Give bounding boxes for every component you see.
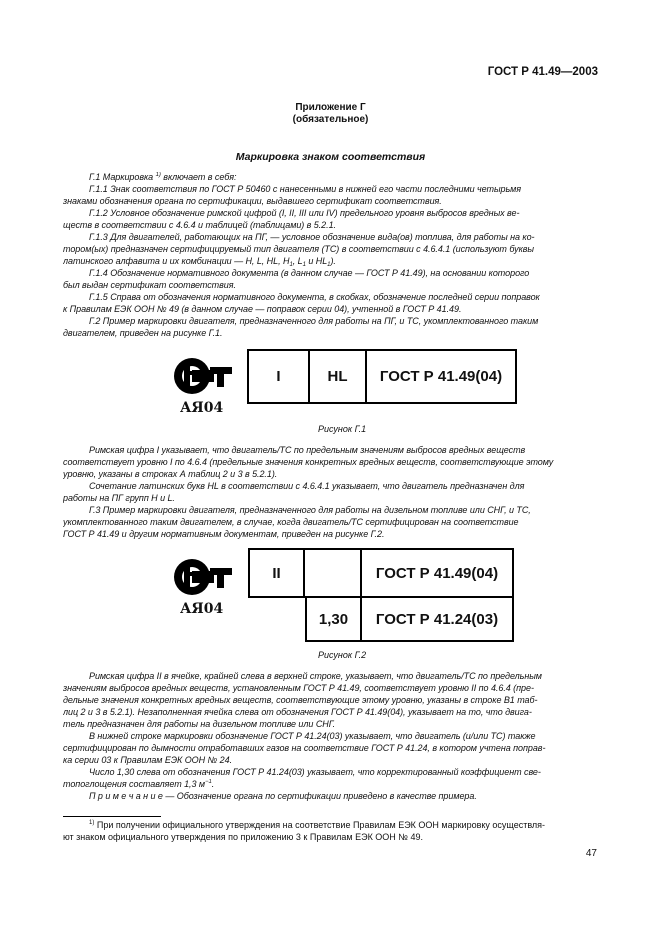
appendix-status: (обязательное) bbox=[292, 114, 369, 125]
paragraph-line: Число 1,30 слева от обозначения ГОСТ Р 41.24(03) указывает, что корректированный коэффициент све- bbox=[89, 767, 541, 777]
footnote-ref: 1) bbox=[155, 172, 161, 178]
certification-body-code: АЯ04 bbox=[180, 400, 224, 416]
conformity-mark-logo bbox=[172, 354, 234, 416]
pct-mark-icon bbox=[172, 555, 234, 601]
paragraph-line: знаками обозначения органа по сертификации, выдавшего сертификат соответствия. bbox=[63, 196, 442, 206]
paragraph-line: В нижней строке маркировки обозначение ГОСТ Р 41.24(03) указывает, что двигатель (и/или ТС) также bbox=[89, 731, 536, 741]
paragraph-line: тором(ых) предназначен сертифицируемый тип двигателя (ТС) в соответствии с 4.6.4.1 (используют буквы bbox=[63, 244, 534, 254]
empty-fuel-cell bbox=[305, 548, 362, 598]
conformity-mark-logo bbox=[172, 555, 234, 617]
standard-cell: ГОСТ Р 41.24(03) bbox=[362, 598, 514, 642]
paragraph-line: ка серии 03 к Правилам ЕЭК ООН № 24. bbox=[63, 755, 233, 765]
paragraph-line: двигателем, приведен на рисунке Г.1. bbox=[63, 328, 223, 338]
paragraph-line: Сочетание латинских букв HL в соответствии с 4.6.4.1 указывает, что двигатель предназначен для bbox=[89, 481, 525, 491]
roman-level-cell: I bbox=[248, 350, 309, 403]
paragraph-line: Г.1.4 Обозначение нормативного документа (в данном случае — ГОСТ Р 41.49), на основании которого bbox=[89, 268, 530, 278]
footnote-line: $^{1)}$ При получении официального утверждения на соответствие Правилам ЕЭК ООН маркировку осуществля- bbox=[89, 820, 546, 830]
coefficient-cell: 1,30 bbox=[305, 598, 362, 642]
note-line: П р и м е ч а н и е — Обозначение органа по сертификации приведено в качестве примера. bbox=[89, 791, 477, 801]
paragraph-line: укомплектованного таким двигателем, в случае, когда двигатель/ТС сертифицирован на соответствие bbox=[63, 517, 519, 527]
paragraph-line: тель предназначен для работы на дизельном топливе или СНГ. bbox=[63, 719, 336, 729]
marking-table-1 bbox=[247, 349, 517, 404]
paragraph-line: Г.1.1 Знак соответствия по ГОСТ Р 50460 с нанесенными в нижней его части последними четырьмя bbox=[89, 184, 522, 194]
roman-level-cell: II bbox=[248, 548, 305, 598]
paragraph-line: был выдан сертификат соответствия. bbox=[63, 280, 236, 290]
paragraph-line: лиц 2 и 3 в 5.2.1). Незаполненная ячейка слева от обозначения ГОСТ Р 41.49(04), указывает на то, что двига- bbox=[63, 707, 532, 717]
paragraph-line: Г.1.5 Справа от обозначения нормативного документа, в скобках, обозначение последней серии поправок bbox=[89, 292, 540, 302]
paragraph-line: Г.3 Пример маркировки двигателя, предназначенного для работы на дизельном топливе или СНГ, и ТС, bbox=[89, 505, 531, 515]
paragraph-line: латинского алфавита и их комбинации — H, L, HL, $H_1$, $L_1$ и $HL_1$). bbox=[63, 256, 336, 268]
page-number: 47 bbox=[585, 848, 597, 859]
footnote-line: ют знаком официального утверждения по приложению 3 к Правилам ЕЭК ООН № 49. bbox=[63, 832, 423, 842]
paragraph-line: дельные значения конкретных вредных веществ, соответствующие этому уровню, указаны в строке В1 таб- bbox=[63, 695, 538, 705]
paragraph-line: работы на ПГ групп H и L. bbox=[63, 493, 175, 503]
figure-caption: Рисунок Г.1 bbox=[318, 424, 367, 434]
fuel-type-cell: HL bbox=[309, 350, 366, 403]
pct-mark-icon bbox=[172, 354, 234, 400]
paragraph-line: топоглощения составляет 1,3 $м^{-1}$. bbox=[63, 779, 215, 789]
paragraph-line: Г.1.3 Для двигателей, работающих на ПГ, — условное обозначение вида(ов) топлива, для работы на ко- bbox=[89, 232, 535, 242]
paragraph-line: уровню, указаны в строках А таблиц 2 и 3 в 5.2.1). bbox=[63, 469, 278, 479]
standard-cell: ГОСТ Р 41.49(04) bbox=[362, 548, 514, 598]
figure-caption: Рисунок Г.2 bbox=[318, 650, 367, 660]
paragraph-line: значениям выбросов вредных веществ, установленным ГОСТ Р 41.49, соответствует уровню II по 4.6.4 (пре- bbox=[63, 683, 534, 693]
paragraph-line: к Правилам ЕЭК ООН № 49 (в данном случае — поправок серии 04), учтенной в ГОСТ Р 41.49. bbox=[63, 304, 462, 314]
document-header: ГОСТ Р 41.49—2003 bbox=[487, 66, 598, 78]
marking-table-2 bbox=[248, 548, 514, 642]
blank-cell bbox=[248, 598, 305, 642]
paragraph-line: ществ в соответствии с 4.6.4 и таблицей (таблицами) в 5.2.1. bbox=[63, 220, 336, 230]
paragraph-line: Римская цифра II в ячейке, крайней слева в верхней строке, указывает, что двигатель/ТС по предельным bbox=[89, 671, 542, 681]
paragraph-line: сертифицирован по дымности отработавших газов на соответствие ГОСТ Р 41.24, в котором учтена поправ- bbox=[63, 743, 546, 753]
paragraph-line: Г.1.2 Условное обозначение римской цифрой (I, II, III или IV) предельного уровня выбросов вредных ве- bbox=[89, 208, 520, 218]
section-title: Маркировка знаком соответствия bbox=[235, 151, 426, 163]
certification-body-code: АЯ04 bbox=[180, 601, 224, 617]
paragraph-line: Римская цифра I указывает, что двигатель/ТС по предельным значениям выбросов вредных веществ bbox=[89, 445, 526, 455]
paragraph-line: Г.2 Пример маркировки двигателя, предназначенного для работы на ПГ, и ТС, укомплектованного таким bbox=[89, 316, 539, 326]
appendix-title: Приложение Г bbox=[295, 102, 366, 113]
paragraph-line: ГОСТ Р 41.49 и другим нормативным документам, приведен на рисунке Г.2. bbox=[63, 529, 385, 539]
paragraph-line: Г.1 Маркировка $^{1)}$ включает в себя: bbox=[89, 172, 237, 182]
standard-cell: ГОСТ Р 41.49(04) bbox=[366, 350, 516, 403]
paragraph-line: соответствует уровню I по 4.6.4 (предельные значения конкретных вредных веществ, соответствующие этому bbox=[63, 457, 554, 467]
footnote-separator bbox=[63, 816, 161, 817]
